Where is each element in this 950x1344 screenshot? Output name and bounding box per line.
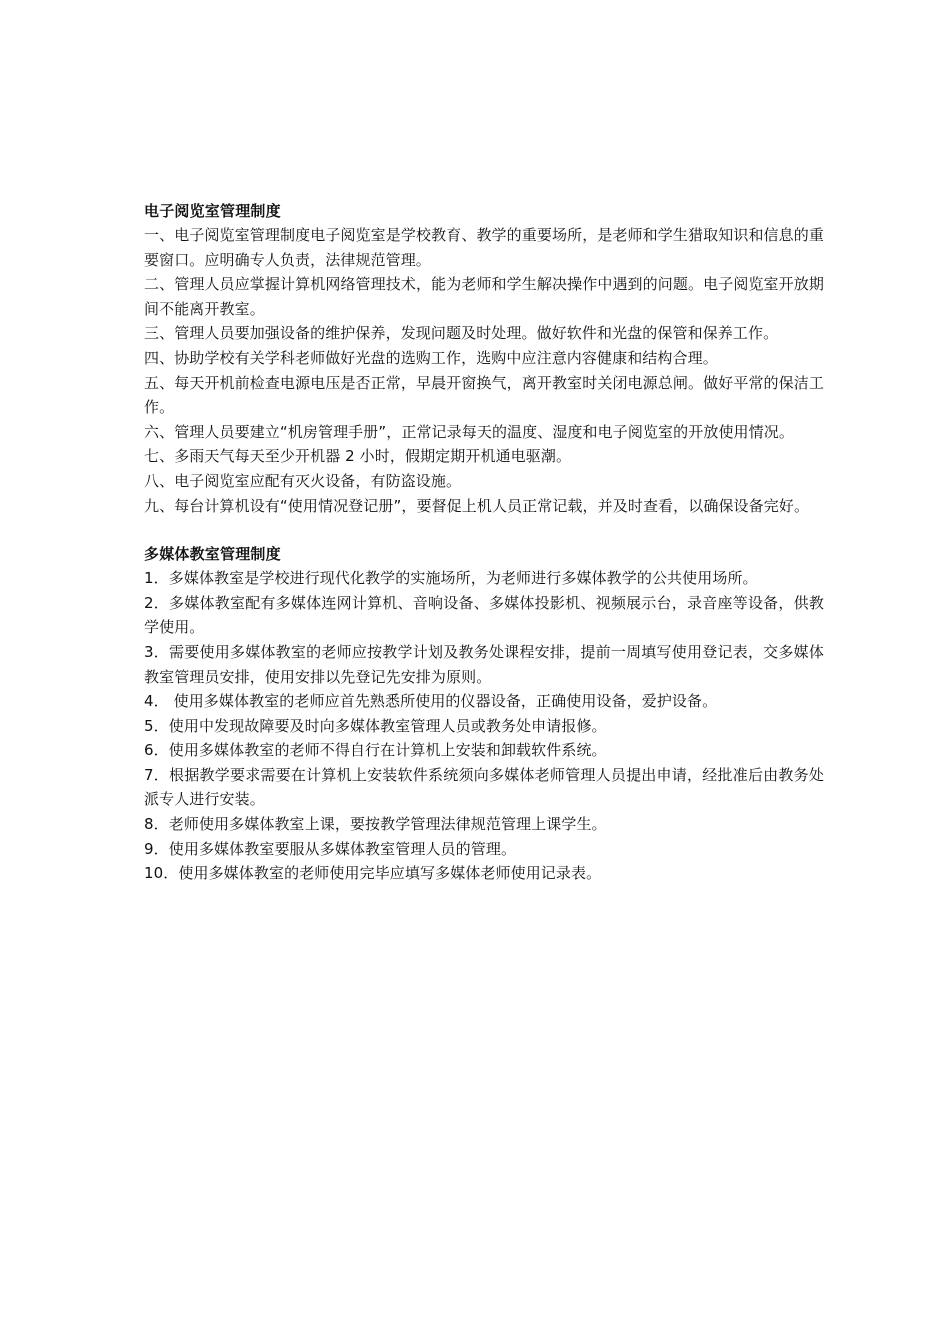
rule-item: 2．多媒体教室配有多媒体连网计算机、音响设备、多媒体投影机、视频展示台，录音座等设备，供教学使用。: [144, 593, 824, 637]
rule-item: 1．多媒体教室是学校进行现代化教学的实施场所，为老师进行多媒体教学的公共使用场所。: [144, 569, 758, 588]
section-title: 多媒体教室管理制度: [144, 545, 281, 564]
section-spacer: [144, 518, 824, 542]
document-body: [144, 199, 824, 886]
rule-item: 6．使用多媒体教室的老师不得自行在计算机上安装和卸载软件系统。: [144, 741, 607, 760]
rule-item: 5．使用中发现故障要及时向多媒体教室管理人员或教务处申请报修。: [144, 716, 607, 735]
rule-item: 二、管理人员应掌握计算机网络管理技术，能为老师和学生解决操作中遇到的问题。电子阅览室开放期间不能离开教室。: [144, 275, 824, 318]
rule-item: 六、管理人员要建立“机房管理手册”，正常记录每天的温度、湿度和电子阅览室的开放使用情况。: [144, 422, 794, 441]
rule-item: 五、每天开机前检查电源电压是否正常，早晨开窗换气，离开教室时关闭电源总闸。做好平常的保洁工作。: [144, 373, 824, 417]
rule-item: 9．使用多媒体教室要服从多媒体教室管理人员的管理。: [144, 839, 517, 858]
section-title: 电子阅览室管理制度: [144, 202, 281, 220]
section-multimedia-classroom: [144, 542, 824, 886]
rule-item: 8．老师使用多媒体教室上课，要按教学管理法律规范管理上课学生。: [144, 815, 607, 834]
rule-item: 4． 使用多媒体教室的老师应首先熟悉所使用的仪器设备，正确使用设备，爱护设备。: [144, 692, 718, 711]
rule-item: 一、电子阅览室管理制度电子阅览室是学校教育、教学的重要场所，是老师和学生猎取知识和信息的重要窗口。应明确专人负责，法律规范管理。: [144, 226, 824, 269]
rule-item: 九、每台计算机设有“使用情况登记册”，要督促上机人员正常记载，并及时查看，以确保设备完好。: [144, 496, 810, 515]
rule-item: 七、多雨天气每天至少开机器 2 小时，假期定期开机通电驱潮。: [144, 447, 572, 466]
rule-item: 7．根据教学要求需要在计算机上安装软件系统须向多媒体老师管理人员提出申请，经批准后由教务处派专人进行安装。: [144, 765, 824, 809]
rule-item: 三、管理人员要加强设备的维护保养，发现问题及时处理。做好软件和光盘的保管和保养工作。: [144, 324, 779, 343]
rule-item: 四、协助学校有关学科老师做好光盘的选购工作，选购中应注意内容健康和结构合理。: [144, 348, 718, 367]
rule-item: 3．需要使用多媒体教室的老师应按教学计划及教务处课程安排，提前一周填写使用登记表，交多媒体教室管理员安排，使用安排以先登记先安排为原则。: [144, 642, 824, 686]
rule-item: 八、电子阅览室应配有灭火设备，有防盗设施。: [144, 471, 462, 490]
rule-item: 10．使用多媒体教室的老师使用完毕应填写多媒体老师使用记录表。: [144, 864, 602, 883]
section-electronic-reading-room: [144, 199, 824, 518]
